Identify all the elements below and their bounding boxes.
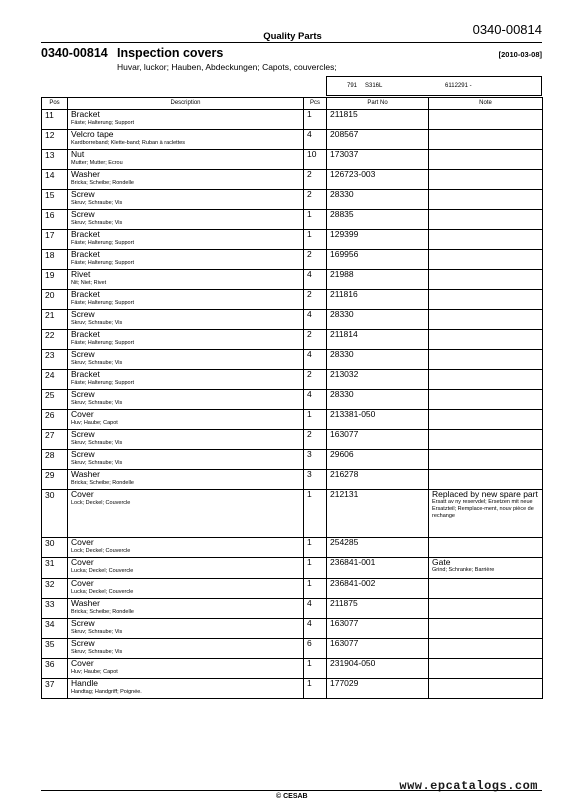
table-row — [42, 450, 543, 470]
part-number-cell: 28835 — [327, 210, 429, 230]
part-number-cell: 231904-050 — [327, 659, 429, 679]
pcs-cell: 3 — [304, 450, 327, 470]
pcs-cell: 1 — [304, 110, 327, 130]
part-name: Screw — [71, 449, 95, 459]
part-name-translations: Fäste; Halterung; Support — [71, 380, 134, 386]
description-cell — [68, 350, 304, 370]
pos-cell: 14 — [42, 170, 68, 190]
table-row — [42, 410, 543, 430]
table-row — [42, 130, 543, 150]
note-cell — [429, 659, 543, 679]
pcs-cell: 1 — [304, 558, 327, 579]
footer-logo: © CESAB — [276, 793, 308, 800]
column-header-description: Description — [68, 98, 304, 110]
part-name: Bracket — [71, 289, 100, 299]
part-name-translations: Fäste; Halterung; Support — [71, 340, 134, 346]
pos-cell: 19 — [42, 270, 68, 290]
pcs-cell: 6 — [304, 639, 327, 659]
note-cell — [429, 619, 543, 639]
pos-cell: 20 — [42, 290, 68, 310]
note-cell — [429, 330, 543, 350]
part-name: Screw — [71, 309, 95, 319]
part-number-cell: 236841-002 — [327, 579, 429, 599]
part-name: Bracket — [71, 249, 100, 259]
part-name-translations: Skruv; Schraube; Vis — [71, 320, 123, 326]
description-cell — [68, 410, 304, 430]
pcs-cell: 3 — [304, 470, 327, 490]
part-number-cell: 28330 — [327, 190, 429, 210]
part-name: Bracket — [71, 229, 100, 239]
pcs-cell: 4 — [304, 130, 327, 150]
part-number-cell: 211816 — [327, 290, 429, 310]
table-row — [42, 290, 543, 310]
table-row — [42, 639, 543, 659]
pos-cell: 12 — [42, 130, 68, 150]
table-row — [42, 470, 543, 490]
pos-cell: 31 — [42, 558, 68, 579]
part-name-translations: Huv; Haube; Capot — [71, 669, 118, 675]
pos-cell: 17 — [42, 230, 68, 250]
description-cell — [68, 370, 304, 390]
part-name: Washer — [71, 169, 100, 179]
description-cell — [68, 599, 304, 619]
part-name: Screw — [71, 349, 95, 359]
description-cell — [68, 150, 304, 170]
table-row — [42, 350, 543, 370]
part-number-cell: 28330 — [327, 350, 429, 370]
part-name-translations: Lucka; Deckel; Couvercle — [71, 589, 134, 595]
table-row — [42, 659, 543, 679]
pos-cell: 23 — [42, 350, 68, 370]
part-name: Screw — [71, 209, 95, 219]
pos-cell: 15 — [42, 190, 68, 210]
table-row — [42, 390, 543, 410]
pcs-cell: 1 — [304, 230, 327, 250]
table-row — [42, 250, 543, 270]
part-name: Cover — [71, 409, 94, 419]
pos-cell: 24 — [42, 370, 68, 390]
pcs-cell: 1 — [304, 210, 327, 230]
part-number-cell: 216278 — [327, 470, 429, 490]
note-cell — [429, 430, 543, 450]
note-cell — [429, 310, 543, 330]
part-name-translations: Skruv; Schraube; Vis — [71, 400, 123, 406]
pcs-cell: 2 — [304, 290, 327, 310]
pos-cell: 21 — [42, 310, 68, 330]
description-cell — [68, 190, 304, 210]
note-cell — [429, 538, 543, 558]
table-row — [42, 579, 543, 599]
description-cell — [68, 619, 304, 639]
note-cell — [429, 370, 543, 390]
pcs-cell: 2 — [304, 430, 327, 450]
part-number-cell: 28330 — [327, 310, 429, 330]
note-cell — [429, 679, 543, 699]
part-name-translations: Bricka; Scheibe; Rondelle — [71, 480, 134, 486]
table-row — [42, 150, 543, 170]
part-name-translations: Fäste; Halterung; Support — [71, 260, 134, 266]
part-number-cell: 213381-050 — [327, 410, 429, 430]
note-cell — [429, 599, 543, 619]
part-name: Cover — [71, 557, 94, 567]
note-cell — [429, 558, 543, 579]
note-cell — [429, 130, 543, 150]
table-row — [42, 170, 543, 190]
description-cell — [68, 270, 304, 290]
table-row — [42, 619, 543, 639]
note-cell — [429, 579, 543, 599]
part-name-translations: Fäste; Halterung; Support — [71, 300, 134, 306]
part-number-cell: 211814 — [327, 330, 429, 350]
pcs-cell: 4 — [304, 619, 327, 639]
pcs-cell: 2 — [304, 170, 327, 190]
column-header-note: Note — [429, 98, 543, 110]
part-name: Cover — [71, 658, 94, 668]
document-subtitle: Huvar, luckor; Hauben, Abdeckungen; Capots, couvercles; — [117, 62, 337, 72]
pos-cell: 11 — [42, 110, 68, 130]
pcs-cell: 4 — [304, 350, 327, 370]
description-cell — [68, 470, 304, 490]
pos-cell: 34 — [42, 619, 68, 639]
document-title: Inspection covers — [117, 46, 224, 60]
note-cell — [429, 110, 543, 130]
part-name: Washer — [71, 598, 100, 608]
table-row — [42, 370, 543, 390]
description-cell — [68, 450, 304, 470]
pos-cell: 37 — [42, 679, 68, 699]
part-number-cell: 236841-001 — [327, 558, 429, 579]
pos-cell: 36 — [42, 659, 68, 679]
part-name-translations: Skruv; Schraube; Vis — [71, 360, 123, 366]
header-divider — [41, 42, 542, 43]
part-name-translations: Fäste; Halterung; Support — [71, 120, 134, 126]
part-name: Screw — [71, 389, 95, 399]
table-row — [42, 558, 543, 579]
note-text: Replaced by new spare part — [432, 489, 538, 499]
description-cell — [68, 659, 304, 679]
part-name-translations: Handtag; Handgriff; Poignée. — [71, 689, 142, 695]
part-name-translations: Skruv; Schraube; Vis — [71, 440, 123, 446]
document-code: 0340-00814 — [41, 46, 108, 60]
pcs-cell: 1 — [304, 410, 327, 430]
part-name-translations: Kardborreband; Klette-band; Ruban à raclettes — [71, 140, 186, 146]
note-cell — [429, 190, 543, 210]
part-name-translations: Mutter; Mutter; Ecrou — [71, 160, 123, 166]
part-name: Cover — [71, 537, 94, 547]
part-name-translations: Lucka; Deckel; Couvercle — [71, 568, 134, 574]
part-name-translations: Bricka; Scheibe; Rondelle — [71, 609, 134, 615]
note-cell — [429, 450, 543, 470]
column-header-part-no: Part No — [327, 98, 429, 110]
part-number-cell: 177029 — [327, 679, 429, 699]
description-cell — [68, 639, 304, 659]
table-row — [42, 430, 543, 450]
pos-cell: 28 — [42, 450, 68, 470]
part-name: Nut — [71, 149, 85, 159]
description-cell — [68, 250, 304, 270]
part-number-cell: 208567 — [327, 130, 429, 150]
serial-range: 6112291 - — [445, 83, 472, 89]
pcs-cell: 4 — [304, 599, 327, 619]
note-cell — [429, 170, 543, 190]
note-cell — [429, 639, 543, 659]
part-name-translations: Bricka; Scheibe; Rondelle — [71, 180, 134, 186]
page-number: 0340-00814 — [472, 22, 542, 37]
table-row — [42, 599, 543, 619]
pcs-cell: 2 — [304, 190, 327, 210]
part-name: Rivet — [71, 269, 91, 279]
part-number-cell: 129399 — [327, 230, 429, 250]
description-cell — [68, 210, 304, 230]
note-cell — [429, 250, 543, 270]
note-cell — [429, 490, 543, 538]
part-number-cell: 213032 — [327, 370, 429, 390]
note-cell — [429, 350, 543, 370]
part-number-cell: 211875 — [327, 599, 429, 619]
description-cell — [68, 558, 304, 579]
table-row — [42, 490, 543, 538]
description-cell — [68, 679, 304, 699]
description-cell — [68, 290, 304, 310]
part-name: Cover — [71, 489, 94, 499]
part-name: Screw — [71, 638, 95, 648]
note-cell — [429, 470, 543, 490]
pos-cell: 18 — [42, 250, 68, 270]
column-header-pcs: Pcs — [304, 98, 327, 110]
part-number-cell: 254285 — [327, 538, 429, 558]
part-name-translations: Huv; Haube; Capot — [71, 420, 118, 426]
description-cell — [68, 230, 304, 250]
pos-cell: 25 — [42, 390, 68, 410]
note-translations: Grind; Schranke; Barrière — [432, 567, 495, 573]
part-number-cell: 163077 — [327, 639, 429, 659]
part-number-cell: 21988 — [327, 270, 429, 290]
part-name-translations: Skruv; Schraube; Vis — [71, 200, 123, 206]
pcs-cell: 4 — [304, 270, 327, 290]
part-name: Velcro tape — [71, 129, 114, 139]
part-name: Screw — [71, 618, 95, 628]
part-number-cell: 169956 — [327, 250, 429, 270]
part-name: Handle — [71, 678, 98, 688]
part-name: Cover — [71, 578, 94, 588]
table-row — [42, 190, 543, 210]
note-cell — [429, 270, 543, 290]
description-cell — [68, 430, 304, 450]
pcs-cell: 4 — [304, 390, 327, 410]
note-cell — [429, 390, 543, 410]
part-number-cell: 211815 — [327, 110, 429, 130]
part-name-translations: Lock; Deckel; Couvercle — [71, 548, 131, 554]
parts-table — [41, 97, 543, 699]
table-row — [42, 210, 543, 230]
part-name-translations: Skruv; Schraube; Vis — [71, 460, 123, 466]
model-name: S316L — [365, 83, 383, 89]
pos-cell: 35 — [42, 639, 68, 659]
part-number-cell: 212131 — [327, 490, 429, 538]
description-cell — [68, 490, 304, 538]
pcs-cell: 2 — [304, 330, 327, 350]
part-name: Bracket — [71, 369, 100, 379]
description-cell — [68, 538, 304, 558]
description-cell — [68, 130, 304, 150]
brand-title: Quality Parts — [263, 31, 322, 42]
part-name: Bracket — [71, 329, 100, 339]
part-number-cell: 163077 — [327, 619, 429, 639]
part-name: Screw — [71, 429, 95, 439]
description-cell — [68, 390, 304, 410]
note-cell — [429, 210, 543, 230]
description-cell — [68, 310, 304, 330]
part-name-translations: Fäste; Halterung; Support — [71, 240, 134, 246]
pos-cell: 33 — [42, 599, 68, 619]
note-cell — [429, 230, 543, 250]
table-row — [42, 310, 543, 330]
note-cell — [429, 150, 543, 170]
pcs-cell: 2 — [304, 250, 327, 270]
part-name-translations: Nit; Niet; Rivet — [71, 280, 107, 286]
pos-cell: 22 — [42, 330, 68, 350]
table-row — [42, 679, 543, 699]
table-row — [42, 230, 543, 250]
part-number-cell: 163077 — [327, 430, 429, 450]
footer-divider — [41, 790, 542, 791]
description-cell — [68, 330, 304, 350]
part-name: Bracket — [71, 109, 100, 119]
pos-cell: 30 — [42, 490, 68, 538]
website-watermark: www.epcatalogs.com — [399, 779, 538, 793]
table-row — [42, 538, 543, 558]
description-cell — [68, 170, 304, 190]
note-cell — [429, 410, 543, 430]
pos-cell: 30 — [42, 538, 68, 558]
pcs-cell: 2 — [304, 370, 327, 390]
pcs-cell: 1 — [304, 679, 327, 699]
note-translations: Ersatt av ny reservdel; Ersetzen mit neue Ersatzteil; Remplace-ment, nouv pièce de rechange — [432, 499, 534, 519]
pcs-cell: 10 — [304, 150, 327, 170]
pcs-cell: 1 — [304, 659, 327, 679]
note-text: Gate — [432, 557, 451, 567]
description-cell — [68, 110, 304, 130]
pos-cell: 26 — [42, 410, 68, 430]
part-name-translations: Skruv; Schraube; Vis — [71, 629, 123, 635]
pcs-cell: 1 — [304, 538, 327, 558]
part-number-cell: 126723-003 — [327, 170, 429, 190]
column-header-pos: Pos — [42, 98, 68, 110]
pcs-cell: 4 — [304, 310, 327, 330]
table-row — [42, 270, 543, 290]
description-cell — [68, 579, 304, 599]
pos-cell: 27 — [42, 430, 68, 450]
part-number-cell: 28330 — [327, 390, 429, 410]
table-row — [42, 330, 543, 350]
part-name-translations: Skruv; Schraube; Vis — [71, 220, 123, 226]
table-header-row — [42, 98, 543, 110]
pos-cell: 13 — [42, 150, 68, 170]
table-row — [42, 110, 543, 130]
model-number: 791 — [347, 83, 358, 89]
pcs-cell: 1 — [304, 579, 327, 599]
applicability-box — [326, 76, 542, 96]
part-name: Washer — [71, 469, 100, 479]
pos-cell: 29 — [42, 470, 68, 490]
pos-cell: 16 — [42, 210, 68, 230]
pos-cell: 32 — [42, 579, 68, 599]
pcs-cell: 1 — [304, 490, 327, 538]
part-number-cell: 29606 — [327, 450, 429, 470]
part-number-cell: 173037 — [327, 150, 429, 170]
part-name: Screw — [71, 189, 95, 199]
part-name-translations: Skruv; Schraube; Vis — [71, 649, 123, 655]
document-date: [2010-03-08] — [498, 50, 542, 59]
part-name-translations: Lock; Deckel; Couvercle — [71, 500, 131, 506]
note-cell — [429, 290, 543, 310]
